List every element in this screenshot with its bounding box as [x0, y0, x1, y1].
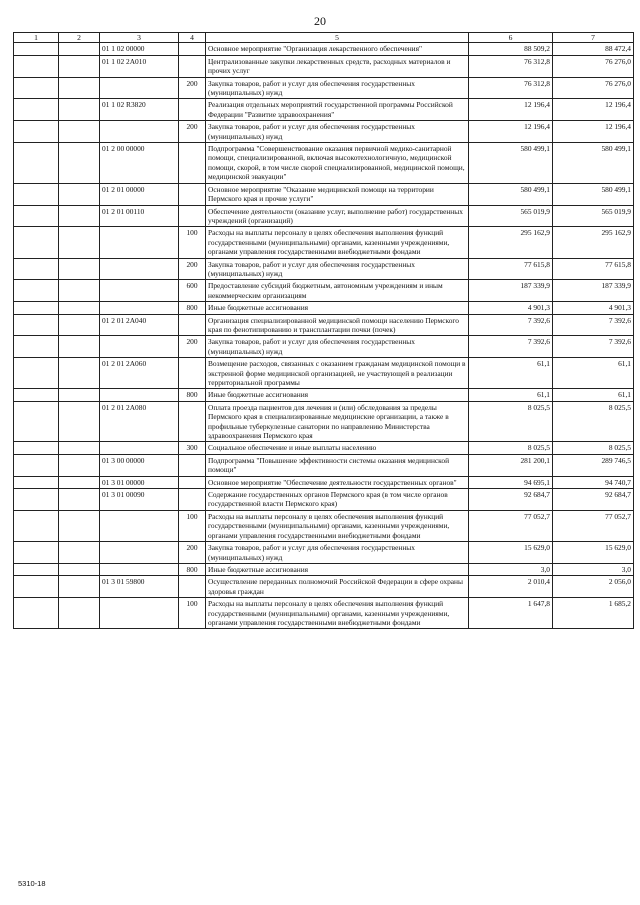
table-row: [14, 401, 634, 442]
col1-cell: [14, 99, 59, 121]
col2-cell: [59, 77, 100, 99]
table-row: [14, 336, 634, 358]
col2-cell: [59, 43, 100, 55]
item-name-cell: Иные бюджетные ассигнования: [206, 563, 469, 575]
item-name-cell: Расходы на выплаты персоналу в целях обеспечения выполнения функций государственными (муниципальными) органами, казенными учреждениями, органами управления государственными внебюджетными фондами: [206, 598, 469, 629]
amount-col7-cell: 289 746,5: [553, 454, 634, 476]
item-name-cell: Расходы на выплаты персоналу в целях обеспечения выполнения функций государственными (муниципальными) органами, казенными учреждениями, органами управления государственными внебюджетными фондами: [206, 510, 469, 541]
col1-cell: [14, 227, 59, 258]
col1-cell: [14, 143, 59, 184]
target-code-cell: [100, 336, 179, 358]
col2-cell: [59, 401, 100, 442]
item-name-cell: Предоставление субсидий бюджетным, автономным учреждениям и иным некоммерческим организациям: [206, 280, 469, 302]
amount-col7-cell: 61,1: [553, 358, 634, 389]
col2-cell: [59, 258, 100, 280]
table-row: [14, 205, 634, 227]
target-code-cell: [100, 442, 179, 454]
expense-type-cell: 200: [179, 121, 206, 143]
col1-cell: [14, 563, 59, 575]
col2-cell: [59, 183, 100, 205]
amount-col6-cell: 76 312,8: [469, 77, 553, 99]
col2-cell: [59, 389, 100, 401]
table-row: [14, 476, 634, 488]
table-row: [14, 358, 634, 389]
expense-type-cell: [179, 55, 206, 77]
target-code-cell: 01 3 00 00000: [100, 454, 179, 476]
col1-cell: [14, 43, 59, 55]
amount-col6-cell: 4 901,3: [469, 302, 553, 314]
column-header: 4: [179, 33, 206, 43]
col2-cell: [59, 55, 100, 77]
amount-col7-cell: 565 019,9: [553, 205, 634, 227]
amount-col6-cell: 187 339,9: [469, 280, 553, 302]
column-header: 3: [100, 33, 179, 43]
table-row: [14, 598, 634, 629]
table-row: [14, 121, 634, 143]
col2-cell: [59, 542, 100, 564]
amount-col7-cell: 77 052,7: [553, 510, 634, 541]
table-header-row: [14, 33, 634, 43]
item-name-cell: Основное мероприятие "Обеспечение деятельности государственных органов": [206, 476, 469, 488]
amount-col6-cell: 12 196,4: [469, 121, 553, 143]
amount-col7-cell: 88 472,4: [553, 43, 634, 55]
amount-col7-cell: 2 056,0: [553, 576, 634, 598]
target-code-cell: 01 2 01 2А080: [100, 401, 179, 442]
amount-col6-cell: 61,1: [469, 389, 553, 401]
col1-cell: [14, 55, 59, 77]
expense-type-cell: [179, 183, 206, 205]
col2-cell: [59, 143, 100, 184]
amount-col6-cell: 92 684,7: [469, 489, 553, 511]
amount-col6-cell: 3,0: [469, 563, 553, 575]
amount-col6-cell: 8 025,5: [469, 401, 553, 442]
col1-cell: [14, 442, 59, 454]
item-name-cell: Организация специализированной медицинской помощи населению Пермского края по фенотипированию и трансплантации почки (почек): [206, 314, 469, 336]
amount-col6-cell: 15 629,0: [469, 542, 553, 564]
table-row: [14, 563, 634, 575]
amount-col7-cell: 8 025,5: [553, 442, 634, 454]
col1-cell: [14, 358, 59, 389]
amount-col6-cell: 12 196,4: [469, 99, 553, 121]
col2-cell: [59, 302, 100, 314]
table-row: [14, 576, 634, 598]
target-code-cell: [100, 280, 179, 302]
amount-col6-cell: 7 392,6: [469, 336, 553, 358]
table-row: [14, 99, 634, 121]
expense-type-cell: [179, 476, 206, 488]
amount-col7-cell: 3,0: [553, 563, 634, 575]
amount-col7-cell: 8 025,5: [553, 401, 634, 442]
target-code-cell: 01 2 01 2А040: [100, 314, 179, 336]
expense-type-cell: 300: [179, 442, 206, 454]
target-code-cell: 01 1 02 R3820: [100, 99, 179, 121]
amount-col6-cell: 77 052,7: [469, 510, 553, 541]
col2-cell: [59, 476, 100, 488]
table-row: [14, 510, 634, 541]
expense-type-cell: [179, 205, 206, 227]
table-row: [14, 227, 634, 258]
table-row: [14, 389, 634, 401]
item-name-cell: Закупка товаров, работ и услуг для обеспечения государственных (муниципальных) нужд: [206, 336, 469, 358]
item-name-cell: Закупка товаров, работ и услуг для обеспечения государственных (муниципальных) нужд: [206, 121, 469, 143]
item-name-cell: Содержание государственных органов Пермского края (в том числе органов государственной власти Пермского края): [206, 489, 469, 511]
expense-type-cell: [179, 489, 206, 511]
amount-col7-cell: 7 392,6: [553, 336, 634, 358]
amount-col6-cell: 580 499,1: [469, 143, 553, 184]
item-name-cell: Возмещение расходов, связанных с оказанием гражданам медицинской помощи в экстренной форме медицинской организацией, не участвующей в реализации территориальной программы: [206, 358, 469, 389]
target-code-cell: 01 2 00 00000: [100, 143, 179, 184]
target-code-cell: 01 1 02 00000: [100, 43, 179, 55]
col2-cell: [59, 314, 100, 336]
target-code-cell: [100, 302, 179, 314]
item-name-cell: Иные бюджетные ассигнования: [206, 302, 469, 314]
item-name-cell: Подпрограмма "Совершенствование оказания первичной медико-санитарной помощи, специализированной, включая высокотехнологичную, медицинской помощи, скорой, в том числе скорой специализированной, медицинской помощи, медицинской эвакуации": [206, 143, 469, 184]
col2-cell: [59, 454, 100, 476]
item-name-cell: Централизованные закупки лекарственных средств, расходных материалов и прочих услуг: [206, 55, 469, 77]
amount-col7-cell: 187 339,9: [553, 280, 634, 302]
amount-col7-cell: 94 740,7: [553, 476, 634, 488]
item-name-cell: Закупка товаров, работ и услуг для обеспечения государственных (муниципальных) нужд: [206, 258, 469, 280]
amount-col7-cell: 76 276,0: [553, 55, 634, 77]
expense-type-cell: 100: [179, 510, 206, 541]
col2-cell: [59, 510, 100, 541]
expense-type-cell: 600: [179, 280, 206, 302]
target-code-cell: [100, 542, 179, 564]
table-row: [14, 258, 634, 280]
item-name-cell: Реализация отдельных мероприятий государственной программы Российской Федерации "Развитие здравоохранения": [206, 99, 469, 121]
col1-cell: [14, 205, 59, 227]
target-code-cell: 01 2 01 00000: [100, 183, 179, 205]
table-row: [14, 280, 634, 302]
expense-type-cell: 100: [179, 227, 206, 258]
amount-col7-cell: 61,1: [553, 389, 634, 401]
column-header: 2: [59, 33, 100, 43]
col2-cell: [59, 121, 100, 143]
amount-col6-cell: 7 392,6: [469, 314, 553, 336]
amount-col6-cell: 8 025,5: [469, 442, 553, 454]
expense-type-cell: [179, 314, 206, 336]
item-name-cell: Иные бюджетные ассигнования: [206, 389, 469, 401]
amount-col7-cell: 295 162,9: [553, 227, 634, 258]
expense-type-cell: [179, 43, 206, 55]
col1-cell: [14, 576, 59, 598]
amount-col7-cell: 77 615,8: [553, 258, 634, 280]
item-name-cell: Основное мероприятие "Оказание медицинской помощи на территории Пермского края и прочие услуги": [206, 183, 469, 205]
col1-cell: [14, 302, 59, 314]
amount-col7-cell: 76 276,0: [553, 77, 634, 99]
col1-cell: [14, 454, 59, 476]
amount-col7-cell: 580 499,1: [553, 183, 634, 205]
budget-table: [13, 32, 634, 629]
table-row: [14, 314, 634, 336]
target-code-cell: [100, 258, 179, 280]
table-row: [14, 442, 634, 454]
target-code-cell: 01 2 01 00110: [100, 205, 179, 227]
amount-col6-cell: 281 200,1: [469, 454, 553, 476]
column-header: 7: [553, 33, 634, 43]
table-row: [14, 542, 634, 564]
amount-col6-cell: 565 019,9: [469, 205, 553, 227]
expense-type-cell: [179, 576, 206, 598]
col1-cell: [14, 77, 59, 99]
col2-cell: [59, 442, 100, 454]
item-name-cell: Закупка товаров, работ и услуг для обеспечения государственных (муниципальных) нужд: [206, 542, 469, 564]
item-name-cell: Подпрограмма "Повышение эффективности системы оказания медицинской помощи": [206, 454, 469, 476]
col1-cell: [14, 121, 59, 143]
item-name-cell: Осуществление переданных полномочий Российской Федерации в сфере охраны здоровья граждан: [206, 576, 469, 598]
col2-cell: [59, 576, 100, 598]
target-code-cell: [100, 510, 179, 541]
col2-cell: [59, 563, 100, 575]
amount-col6-cell: 94 695,1: [469, 476, 553, 488]
col1-cell: [14, 389, 59, 401]
target-code-cell: 01 3 01 00090: [100, 489, 179, 511]
col1-cell: [14, 258, 59, 280]
amount-col7-cell: 4 901,3: [553, 302, 634, 314]
amount-col6-cell: 1 647,8: [469, 598, 553, 629]
target-code-cell: [100, 598, 179, 629]
col1-cell: [14, 542, 59, 564]
table-row: [14, 43, 634, 55]
amount-col7-cell: 12 196,4: [553, 99, 634, 121]
target-code-cell: [100, 77, 179, 99]
col2-cell: [59, 598, 100, 629]
expense-type-cell: [179, 358, 206, 389]
amount-col6-cell: 76 312,8: [469, 55, 553, 77]
target-code-cell: [100, 121, 179, 143]
amount-col7-cell: 1 685,2: [553, 598, 634, 629]
col2-cell: [59, 489, 100, 511]
amount-col7-cell: 92 684,7: [553, 489, 634, 511]
item-name-cell: Закупка товаров, работ и услуг для обеспечения государственных (муниципальных) нужд: [206, 77, 469, 99]
col1-cell: [14, 489, 59, 511]
table-row: [14, 489, 634, 511]
item-name-cell: Социальное обеспечение и иные выплаты населению: [206, 442, 469, 454]
amount-col6-cell: 77 615,8: [469, 258, 553, 280]
item-name-cell: Обеспечение деятельности (оказание услуг, выполнение работ) государственных учреждений (организаций): [206, 205, 469, 227]
column-header: 1: [14, 33, 59, 43]
table-row: [14, 454, 634, 476]
table-row: [14, 55, 634, 77]
col2-cell: [59, 205, 100, 227]
target-code-cell: [100, 227, 179, 258]
col1-cell: [14, 336, 59, 358]
expense-type-cell: [179, 454, 206, 476]
amount-col7-cell: 15 629,0: [553, 542, 634, 564]
expense-type-cell: 800: [179, 563, 206, 575]
table-row: [14, 183, 634, 205]
amount-col7-cell: 580 499,1: [553, 143, 634, 184]
col1-cell: [14, 401, 59, 442]
table-row: [14, 77, 634, 99]
table-row: [14, 143, 634, 184]
expense-type-cell: [179, 143, 206, 184]
target-code-cell: [100, 389, 179, 401]
col1-cell: [14, 280, 59, 302]
expense-type-cell: 200: [179, 542, 206, 564]
target-code-cell: 01 3 01 59800: [100, 576, 179, 598]
col2-cell: [59, 358, 100, 389]
item-name-cell: Оплата проезда пациентов для лечения и (или) обследования за пределы Пермского края в специализированные медицинские организации, а также в профильные туберкулезные санатории по направлению Министерства здравоохранения Пермского края: [206, 401, 469, 442]
col1-cell: [14, 314, 59, 336]
target-code-cell: 01 2 01 2А060: [100, 358, 179, 389]
col1-cell: [14, 510, 59, 541]
item-name-cell: Основное мероприятие "Организация лекарственного обеспечения": [206, 43, 469, 55]
col1-cell: [14, 183, 59, 205]
expense-type-cell: 200: [179, 258, 206, 280]
column-header: 6: [469, 33, 553, 43]
col2-cell: [59, 227, 100, 258]
col1-cell: [14, 476, 59, 488]
target-code-cell: 01 3 01 00000: [100, 476, 179, 488]
amount-col6-cell: 580 499,1: [469, 183, 553, 205]
expense-type-cell: 200: [179, 336, 206, 358]
expense-type-cell: [179, 401, 206, 442]
target-code-cell: [100, 563, 179, 575]
col1-cell: [14, 598, 59, 629]
page-number: 20: [314, 14, 326, 28]
expense-type-cell: [179, 99, 206, 121]
item-name-cell: Расходы на выплаты персоналу в целях обеспечения выполнения функций государственными (муниципальными) органами, казенными учреждениями, органами управления государственными внебюджетными фондами: [206, 227, 469, 258]
expense-type-cell: 200: [179, 77, 206, 99]
col2-cell: [59, 280, 100, 302]
amount-col6-cell: 295 162,9: [469, 227, 553, 258]
column-header: 5: [206, 33, 469, 43]
expense-type-cell: 800: [179, 389, 206, 401]
col2-cell: [59, 336, 100, 358]
expense-type-cell: 800: [179, 302, 206, 314]
target-code-cell: 01 1 02 2А010: [100, 55, 179, 77]
col2-cell: [59, 99, 100, 121]
amount-col6-cell: 88 509,2: [469, 43, 553, 55]
amount-col6-cell: 61,1: [469, 358, 553, 389]
expense-type-cell: 100: [179, 598, 206, 629]
amount-col6-cell: 2 010,4: [469, 576, 553, 598]
footer-code: 5310-18: [18, 879, 46, 888]
amount-col7-cell: 7 392,6: [553, 314, 634, 336]
amount-col7-cell: 12 196,4: [553, 121, 634, 143]
table-row: [14, 302, 634, 314]
